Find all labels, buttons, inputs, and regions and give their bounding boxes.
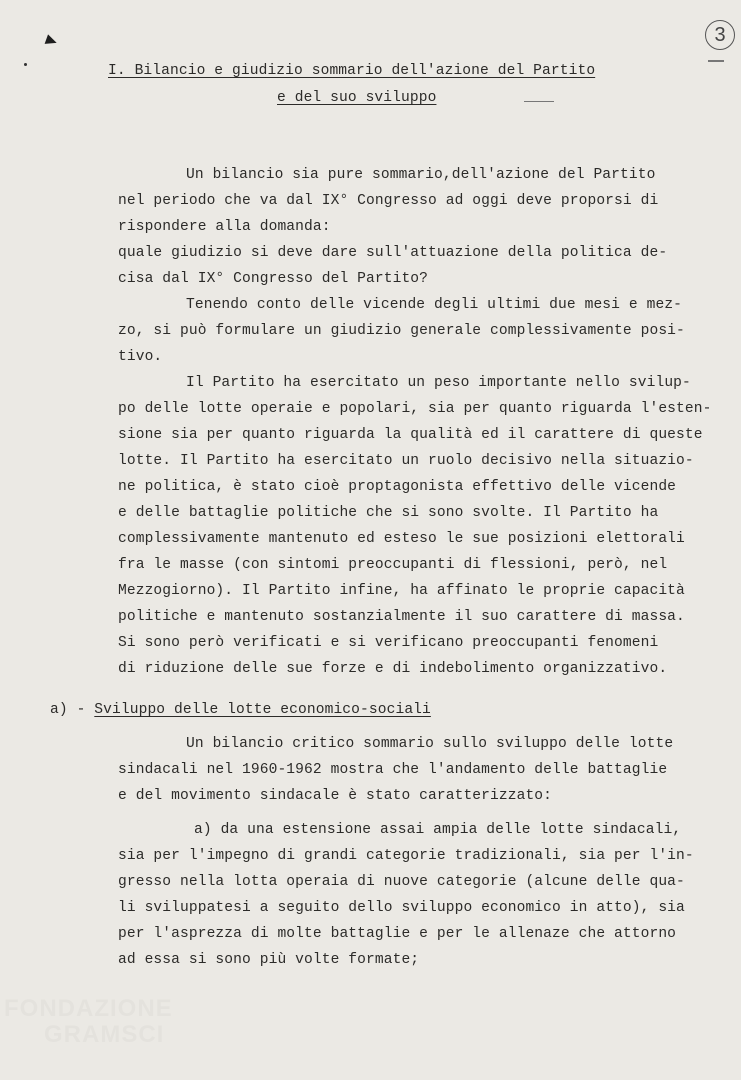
section-a-para2-line: a) da una estensione assai ampia delle lotte sindacali,: [194, 822, 682, 838]
intro-line: tivo.: [118, 349, 163, 365]
intro-line: quale giudizio si deve dare sull'attuazione della politica de-: [118, 245, 668, 261]
section-a-heading: [50, 701, 431, 719]
section-a-para2-line: per l'asprezza di molte battaglie e per le allenaze che attorno: [118, 926, 677, 942]
intro-line: politiche e mantenuto sostanzialmente il suo carattere di massa.: [118, 609, 685, 625]
page-number: 3: [705, 20, 735, 50]
intro-line: Un bilancio sia pure sommario,dell'azione del Partito: [186, 167, 656, 183]
intro-line: di riduzione delle sue forze e di indebolimento organizzativo.: [118, 661, 668, 677]
intro-line: Tenendo conto delle vicende degli ultimi due mesi e mez-: [186, 297, 683, 313]
title-line-1: I. Bilancio e giudizio sommario dell'azione del Partito: [108, 63, 596, 79]
intro-line: sione sia per quanto riguarda la qualità ed il carattere di queste: [118, 427, 703, 443]
margin-mark: [524, 101, 554, 102]
section-a-para2-line: ad essa si sono più volte formate;: [118, 952, 420, 968]
arrow-mark-icon: [45, 34, 59, 47]
title-line-2: e del suo sviluppo: [277, 90, 437, 106]
intro-line: Il Partito ha esercitato un peso importante nello svilup-: [186, 375, 691, 391]
section-a-para2-line: sia per l'impegno di grandi categorie tradizionali, sia per l'in-: [118, 848, 694, 864]
intro-line: Si sono però verificati e si verificano preoccupanti fenomeni: [118, 635, 659, 651]
intro-line: cisa dal IX° Congresso del Partito?: [118, 271, 429, 287]
watermark-line-2: GRAMSCI: [44, 1021, 165, 1048]
section-a-title: Sviluppo delle lotte economico-sociali: [94, 702, 431, 718]
section-a-para1-line: e del movimento sindacale è stato caratterizzato:: [118, 788, 553, 804]
intro-line: complessivamente mantenuto ed esteso le sue posizioni elettorali: [118, 531, 685, 547]
intro-line: rispondere alla domanda:: [118, 219, 331, 235]
margin-mark: [708, 60, 724, 62]
intro-line: ne politica, è stato cioè proptagonista effettivo delle vicende: [118, 479, 677, 495]
intro-line: lotte. Il Partito ha esercitato un ruolo decisivo nella situazio-: [118, 453, 694, 469]
intro-line: nel periodo che va dal IX° Congresso ad oggi deve proporsi di: [118, 193, 659, 209]
intro-line: zo, si può formulare un giudizio generale complessivamente posi-: [118, 323, 685, 339]
watermark-line-1: FONDAZIONE: [4, 995, 173, 1022]
section-a-para2-line: gresso nella lotta operaia di nuove categorie (alcune delle qua-: [118, 874, 685, 890]
intro-line: e delle battaglie politiche che si sono svolte. Il Partito ha: [118, 505, 659, 521]
section-a-para1-line: sindacali nel 1960-1962 mostra che l'andamento delle battaglie: [118, 762, 668, 778]
intro-line: po delle lotte operaie e popolari, sia per quanto riguarda l'esten-: [118, 401, 712, 417]
section-a-para1-line: Un bilancio critico sommario sullo sviluppo delle lotte: [186, 736, 674, 752]
watermark: [4, 996, 173, 1048]
dot-mark: [24, 63, 27, 66]
intro-line: Mezzogiorno). Il Partito infine, ha affinato le proprie capacità: [118, 583, 685, 599]
section-a-para2-line: li sviluppatesi a seguito dello sviluppo economico in atto), sia: [118, 900, 685, 916]
intro-line: fra le masse (con sintomi preoccupanti di flessioni, però, nel: [118, 557, 668, 573]
section-a-prefix: a) -: [50, 702, 95, 718]
